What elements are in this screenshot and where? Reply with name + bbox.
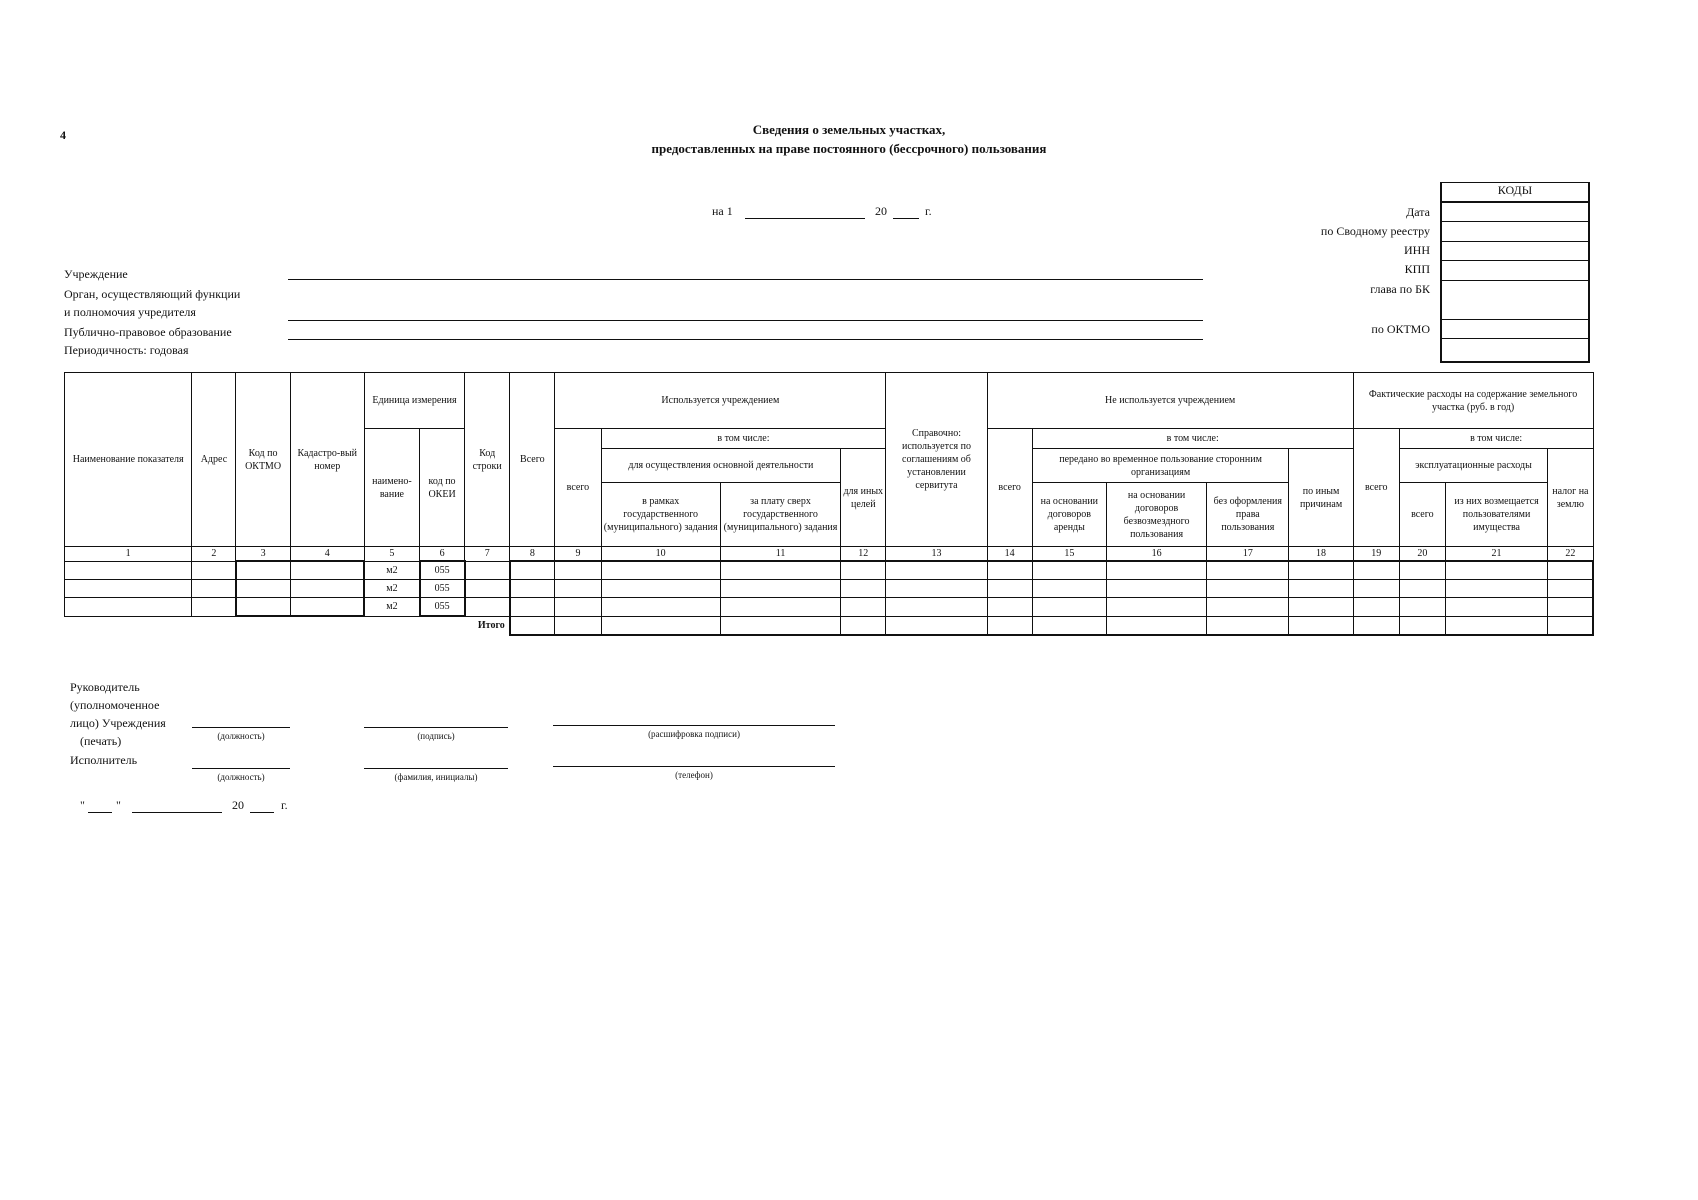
cell[interactable] [841,598,886,617]
cell[interactable] [510,561,555,580]
spacer [364,616,419,635]
cell[interactable] [720,561,840,580]
cell[interactable] [1032,598,1106,617]
col-num: 13 [886,547,987,562]
date-suffix: г. [925,204,932,218]
header-reimbursed: из них возмещается пользователями имущества [1445,483,1547,547]
header-lease: на основании договоров аренды [1032,483,1106,547]
col-num: 5 [364,547,419,562]
cell-cadastral[interactable] [290,561,364,580]
label-public-entity: Публично-правовое образование [64,325,232,339]
cell-oktmo[interactable] [236,580,290,598]
cell[interactable] [555,580,601,598]
cell[interactable] [1399,598,1445,617]
cell[interactable] [1207,580,1289,598]
label-date: Дата [1406,205,1430,219]
codes-box [1440,182,1590,363]
header-free-use: на основании договоров безвозмездного пользования [1106,483,1206,547]
header-address: Адрес [192,373,236,547]
total-cell[interactable] [1548,616,1593,635]
date-year-prefix: 20 [875,204,887,218]
header-line-code: Код строки [465,373,510,547]
cell[interactable] [1207,598,1289,617]
header-no-right: без оформления права пользования [1207,483,1289,547]
col-num: 18 [1289,547,1353,562]
header-operating-vsego: всего [1399,483,1445,547]
cell[interactable] [987,561,1032,580]
header-servitude: Справочно: используется по соглашениям об установлении сервитута [886,373,987,547]
header-not-used: Не используется учреждением [987,373,1353,429]
cell[interactable] [841,561,886,580]
col-num: 11 [720,547,840,562]
total-cell[interactable] [601,616,720,635]
organ-field[interactable] [288,320,1203,321]
label-registry: по Сводному реестру [1320,224,1430,238]
cell[interactable] [720,580,840,598]
header-not-used-vsego: всего [987,429,1032,547]
cell[interactable] [841,580,886,598]
cell[interactable] [720,598,840,617]
total-label: Итого [477,620,505,632]
land-plots-table [64,372,1594,636]
cell[interactable] [1353,580,1399,598]
cell[interactable] [1353,561,1399,580]
header-expenses-including: в том числе: [1399,429,1593,449]
caption-position: (должность) [217,731,265,741]
cell[interactable] [1106,580,1206,598]
header-oktmo: Код по ОКТМО [236,373,290,547]
total-cell[interactable] [1207,616,1289,635]
total-cell[interactable] [555,616,601,635]
cell[interactable] [1289,580,1353,598]
col-num: 2 [192,547,236,562]
label-head-1: Руководитель [70,680,140,694]
col-num: 6 [420,547,465,562]
col-num: 15 [1032,547,1106,562]
header-total: Всего [510,373,555,547]
cell-line-code[interactable] [465,598,510,617]
cell-name[interactable] [65,598,192,617]
label-oktmo: по ОКТМО [1371,322,1430,336]
head-position-field[interactable] [192,727,290,728]
total-cell[interactable] [886,616,987,635]
col-num: 8 [510,547,555,562]
cell-line-code[interactable] [465,561,510,580]
col-num: 1 [65,547,192,562]
header-unit-code: код по ОКЕИ [420,429,465,547]
header-used-vsego: всего [555,429,601,547]
executor-position-field[interactable] [192,768,290,769]
col-num: 4 [290,547,364,562]
cell-address[interactable] [192,580,236,598]
header-transferred: передано во временное пользование сторонним организациям [1032,449,1289,483]
sign-date-year-field[interactable] [250,812,274,813]
codes-header: КОДЫ [1442,183,1588,203]
cell[interactable] [1289,561,1353,580]
label-executor: Исполнитель [70,753,138,767]
cell-unit-code: 055 [420,598,465,617]
caption-executor-position: (должность) [217,772,265,782]
cell[interactable] [1207,561,1289,580]
executor-phone-field[interactable] [553,766,835,767]
executor-name-field[interactable] [364,768,508,769]
header-expenses: Фактические расходы на содержание земельного участка (руб. в год) [1353,373,1593,429]
title-line-2: предоставленных на праве постоянного (бессрочного) пользования [651,141,1047,156]
cell[interactable] [987,580,1032,598]
col-num: 21 [1445,547,1547,562]
code-date-field[interactable] [1442,203,1588,222]
cell-address[interactable] [192,598,236,617]
cell[interactable] [886,580,987,598]
header-used: Используется учреждением [555,373,886,429]
cell[interactable] [1399,580,1445,598]
cell[interactable] [510,598,555,617]
header-main-activity: для осуществления основной деятельности [601,449,841,483]
cell-unit-name: м2 [364,580,419,598]
total-cell[interactable] [987,616,1032,635]
header-land-tax: налог на землю [1548,449,1593,547]
total-cell[interactable] [1106,616,1206,635]
header-other-reasons: по иным причинам [1289,449,1353,547]
header-unit: Единица измерения [364,373,464,429]
cell[interactable] [601,598,720,617]
col-num: 17 [1207,547,1289,562]
cell[interactable] [601,580,720,598]
total-cell[interactable] [1032,616,1106,635]
page-mark: 4 [60,128,66,142]
cell-cadastral[interactable] [290,580,364,598]
column-numbers-row [65,547,1594,562]
header-not-used-including: в том числе: [1032,429,1353,449]
code-inn-field[interactable] [1442,242,1588,261]
col-num: 7 [465,547,510,562]
cell-oktmo[interactable] [236,561,290,580]
head-signature-field[interactable] [364,727,508,728]
caption-decoding: (расшифровка подписи) [648,729,740,739]
cell[interactable] [1289,598,1353,617]
cell-unit-name: м2 [364,598,419,617]
label-organ-2: и полномочия учредителя [64,305,196,319]
total-cell[interactable] [841,616,886,635]
table-row [65,561,1594,580]
header-above-task: за плату сверх государственного (муниципального) задания [720,483,840,547]
spacer [290,616,364,635]
cell[interactable] [886,598,987,617]
cell[interactable] [555,561,601,580]
cell[interactable] [1399,561,1445,580]
label-head-2: (уполномоченное [70,698,160,712]
header-other-purposes: для иных целей [841,449,886,547]
caption-phone: (телефон) [675,770,713,780]
header-name: Наименование показателя [65,373,192,547]
spacer [65,616,192,635]
table-row [65,598,1594,617]
col-num: 10 [601,547,720,562]
form-title [0,120,1698,158]
head-decoding-field[interactable] [553,725,835,726]
date-year-field[interactable] [893,218,919,219]
label-head-3: лицо) Учреждения [70,716,166,730]
total-cell[interactable] [1399,616,1445,635]
col-num: 9 [555,547,601,562]
cell[interactable] [1106,561,1206,580]
code-oktmo-field[interactable] [1442,320,1588,339]
col-num: 16 [1106,547,1206,562]
col-num: 20 [1399,547,1445,562]
total-cell[interactable] [720,616,840,635]
label-bk: глава по БК [1370,282,1430,296]
total-cell[interactable] [1289,616,1353,635]
code-bk-field[interactable] [1442,281,1588,320]
spacer [236,616,290,635]
date-quote-close: " [116,798,121,812]
col-num: 12 [841,547,886,562]
col-num: 19 [1353,547,1399,562]
cell[interactable] [1445,561,1547,580]
sign-date-month-field[interactable] [132,812,222,813]
cell[interactable] [1106,598,1206,617]
cell-unit-code: 055 [420,580,465,598]
cell[interactable] [886,561,987,580]
cell[interactable] [1032,561,1106,580]
total-cell[interactable] [1353,616,1399,635]
title-line-1: Сведения о земельных участках, [752,122,946,137]
cell[interactable] [601,561,720,580]
caption-signature: (подпись) [417,731,455,741]
cell[interactable] [1548,598,1593,617]
cell[interactable] [510,580,555,598]
cell-unit-code: 055 [420,561,465,580]
caption-name-initials: (фамилия, инициалы) [394,772,478,782]
label-periodicity: Периодичность: годовая [64,343,189,357]
cell[interactable] [987,598,1032,617]
header-cadastral: Кадастро-вый номер [290,373,364,547]
date-prefix: на 1 [712,204,733,218]
cell[interactable] [1445,580,1547,598]
cell[interactable] [1548,561,1593,580]
table-row [65,580,1594,598]
col-num: 3 [236,547,290,562]
code-kpp-field[interactable] [1442,261,1588,281]
code-registry-field[interactable] [1442,222,1588,242]
date-day-month-field[interactable] [745,218,865,219]
sign-date-year-prefix: 20 [232,798,244,812]
label-kpp: КПП [1404,262,1430,276]
header-expenses-vsego: всего [1353,429,1399,547]
cell-oktmo[interactable] [236,598,290,617]
cell[interactable] [1353,598,1399,617]
header-unit-name: наимено-вание [364,429,419,547]
institution-field[interactable] [288,279,1203,280]
cell-unit-name: м2 [364,561,419,580]
label-inn: ИНН [1404,243,1430,257]
label-organ-1: Орган, осуществляющий функции [64,287,241,301]
sign-date-day-field[interactable] [88,812,112,813]
cell-name[interactable] [65,580,192,598]
label-stamp: (печать) [80,734,122,748]
cell-cadastral[interactable] [290,598,364,617]
total-cell[interactable] [510,616,555,635]
header-within-task: в рамках государственного (муниципального) задания [601,483,720,547]
cell-name[interactable] [65,561,192,580]
sign-date-suffix: г. [281,798,288,812]
cell[interactable] [1032,580,1106,598]
total-cell[interactable] [1445,616,1547,635]
label-institution: Учреждение [64,267,128,281]
header-used-including: в том числе: [601,429,886,449]
cell-line-code[interactable] [465,580,510,598]
date-quote-open: " [80,798,85,812]
cell[interactable] [1548,580,1593,598]
col-num: 14 [987,547,1032,562]
header-operating: эксплуатационные расходы [1399,449,1547,483]
public-entity-field[interactable] [288,339,1203,340]
total-row [65,616,1594,635]
cell-address[interactable] [192,561,236,580]
cell[interactable] [555,598,601,617]
cell[interactable] [1445,598,1547,617]
spacer [192,616,236,635]
col-num: 22 [1548,547,1593,562]
